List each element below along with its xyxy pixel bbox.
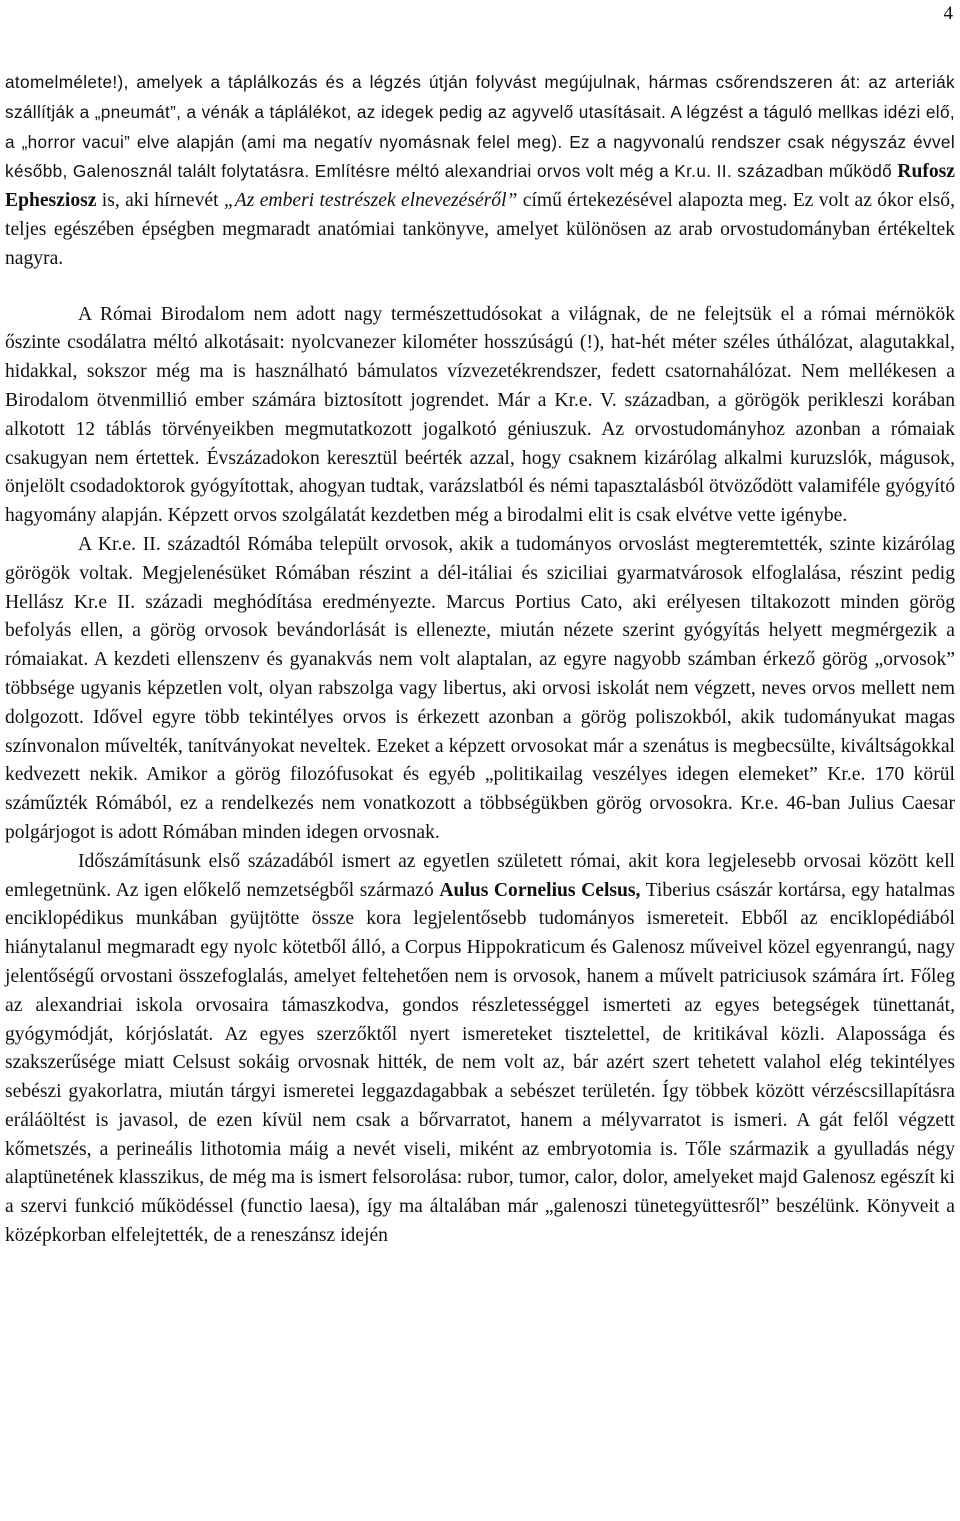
paragraph-1-text-c: is, aki hírnevét — [96, 190, 224, 212]
name-aulus-cornelius-celsus: Aulus Cornelius Celsus, — [439, 879, 641, 901]
paragraph-4-text-c: Tiberius császár kortársa, egy hatalmas enciklopédikus munkában gyüjtötte össze kora legjelentősebb tudományos ismereteit. Ebből az enciklopédiából hiánytalanul megmaradt egy nyolc kötetből álló, a Corpus Hippokraticum és Galenosz műveivel közel egyenrangú, nagy jelentőségű orvostani összefoglalás, amelyet feltehetően nem is orvosok, hanem a művelt patriciusok számára írt. Főleg az alexandriai iskola orvosaira támaszkodva, gondos részletességgel ismerteti az egyes betegségek tünettanát, gyógymódját, kórjóslatát. Az egyes szerzőktől nyert ismereteket tisztelettel, de kritikával közli. Alapossága és szakszerűsége miatt Celsust sokáig orvosnak hitték, de nem volt az, bár azért szert tehetett valahol elég tekintélyes sebészi gyakorlatra, miután tárgyi ismeretei leggazdagabbak a sebészet területén. Így többek között vérzéscsillapításra eráláöltést is javasol, de ezen kívül nem csak a bőrvarratot, hanem a mélyvarratot is ismeri. A gát felől végzett kőmetszés, a perineális lithotomia máig a nevét viseli, miként az embryotomia is. Tőle származik a gyulladás négy alaptünetének klasszikus, de még ma is ismert felsorolása: rubor, tumor, calor, dolor, amelyeket majd Galenosz egészít ki a szervi funkció működéssel (functio laesa), így ma általában már „galenoszi tünetegyüttesről” beszélünk. Könyveit a középkorban elfelejtették, de a reneszánsz idején — [5, 879, 955, 1247]
paragraph-2: A Római Birodalom nem adott nagy természettudósokat a világnak, de ne felejtsük el a római mérnökök őszinte csodálatra méltó alkotásait: nyolcvanezer kilométer hosszúságú (!), hat-hét méter széles úthálózat, alagutakkal, hidakkal, sokszor még ma is használható bámulatos vízvezetékrendszer, fedett csatornahálózat. Nem mellékesen a Birodalom ötvenmillió ember számára biztosított jogrendet. Már a Kr.e. V. században, a görögök perikleszi korában alkotott 12 táblás törvényeikben megmutatkozott jogalkotó géniuszuk. Az orvostudományhoz azonban a rómaiak csakugyan nem értettek. Évszázadokon keresztül beérték azzal, hogy csaknem kizárólag alkalmi kuruzslók, mágusok, önjelölt csodadoktorok gyógyítottak, ahogyan tudtak, varázslatból és némi tapasztalásból ötvöződött valamiféle gyógyító hagyomány alapján. Képzett orvos szolgálatát kezdetben még a birodalmi elit is csak elvétve vette igénybe. — [5, 303, 955, 527]
page-number: 4 — [943, 3, 953, 24]
paragraph-4-text-a: Időszámításunk első századából ismert az egyetlen született római, akit kora legjelesebb orvosai között kell emlegetnünk. Az igen előkelő nemzetségből származó — [5, 850, 955, 901]
paragraph-1 — [5, 68, 955, 274]
name-rufosz-ephesziosz: Rufosz Ephesziosz — [5, 161, 955, 212]
paragraph-4 — [5, 848, 955, 1251]
paragraph-1-text-e: című értekezésével alapozta meg. Ez volt az ókor első, teljes egészében épségben megmaradt anatómiai tankönyve, amelyet különösen az arab orvostudományban értékeltek nagyra. — [5, 190, 955, 269]
document-body — [5, 68, 955, 1251]
paragraph-1-text-a: atomelmélete!), amelyek a táplálkozás és a légzés útján folyvást megújulnak, hármas csőrendszeren át: az arteriák szállítják a „pneumát”, a vénák a táplálékot, az idegek pedig az agyvelő utasításait. A légzést a táguló mellkas idézi elő, a „horror vacui” elve alapján (ami ma negatív nyomásnak felel meg). Ez a nagyvonalú rendszer csak négyszáz évvel később, Galenosznál talált folytatásra. Említésre méltó alexandriai orvos volt még a Kr.u. II. században működő — [5, 72, 955, 182]
paragraph-3: A Kr.e. II. századtól Rómába települt orvosok, akik a tudományos orvoslást megteremtették, szinte kizárólag görögök voltak. Megjelenésüket Rómában részint a dél-itáliai és sziciliai gyarmatvárosok elfoglalása, részint pedig Hellász Kr.e II. századi meghódítása eredményezte. Marcus Portius Cato, aki erélyesen tiltakozott minden görög befolyás ellen, a görög orvosok bevándorlását is ellenezte, miután nézete szerint gyógyítás helyett megmérgezik a rómaiakat. A kezdeti ellenszenv és gyanakvás nem volt alaptalan, az egyre nagyobb számban érkező görög „orvosok” többsége ugyanis képzetlen volt, olyan rabszolga vagy libertus, aki orvosi iskolát nem végzett, neves orvos mellett nem dolgozott. Idővel egyre több tekintélyes orvos is érkezett azonban a görög poliszokból, akik tudományukat magas színvonalon művelték, tanítványokat neveltek. Ezeket a képzett orvosokat már a szenátus is megbecsülte, kiváltságokkal kedvezett nekik. Amikor a görög filozófusokat és egyéb „politikailag veszélyes idegen elemeket” Kr.e. 170 körül száműzték Rómából, ez a rendelkezés nem vonatkozott a többségükben görög orvosokra. Kr.e. 46-ban Julius Caesar polgárjogot is adott Rómában minden idegen orvosnak. — [5, 533, 955, 843]
book-title-testreszek: „Az emberi testrészek elnevezéséről” — [223, 190, 518, 212]
